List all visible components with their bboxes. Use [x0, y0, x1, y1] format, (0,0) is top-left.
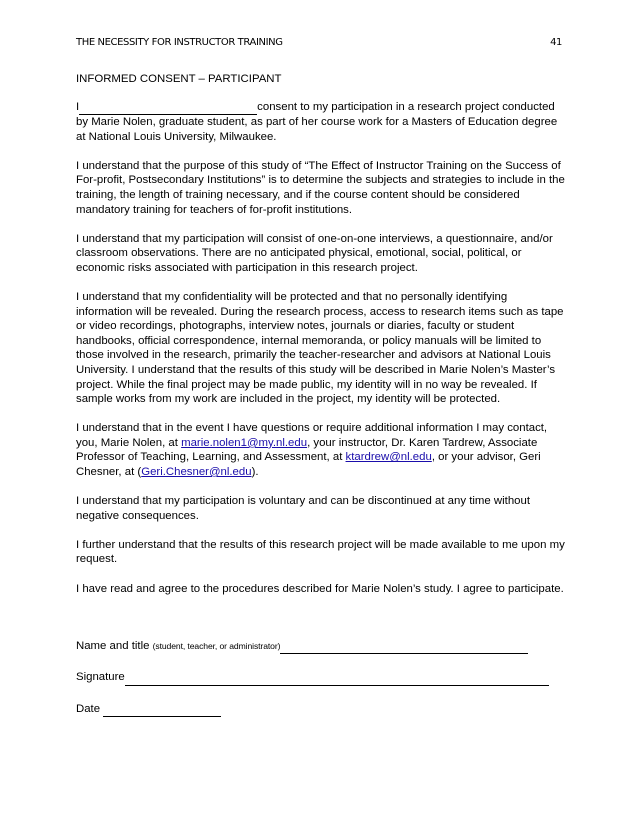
signature-label: Signature [76, 671, 125, 684]
name-title-hint: (student, teacher, or administrator) [152, 640, 281, 651]
voluntary-paragraph: I understand that my participation is voluntary and can be discontinued at any time without negative consequences. [76, 495, 530, 522]
date-label: Date [76, 702, 104, 715]
contact-text-1: I understand that in the event I have questions or require additional information I may contact, you, Marie Nolen, at [76, 422, 548, 449]
email-link-geri[interactable]: Geri.Chesner@nl.edu [141, 466, 252, 479]
contact-text-3: , or your advisor, Geri Chesner, at ( [76, 451, 541, 479]
name-title-line [76, 639, 566, 655]
name-title-label: Name and title [76, 639, 153, 652]
running-title: THE NECESSITY FOR INSTRUCTOR TRAINING [76, 37, 283, 48]
signature-gap-1 [76, 654, 566, 670]
consent-start: I [76, 100, 80, 113]
running-header [76, 37, 562, 48]
results-paragraph: I further understand that the results of this research project will be made available to me upon my request. [76, 538, 565, 566]
email-link-ktardrew[interactable]: ktardrew@nl.edu [345, 451, 432, 464]
contact-text-2: , your instructor, Dr. Karen Tardrew, Associate Professor of Teaching, Learning, and Assessment, at [76, 436, 538, 464]
signature-line [76, 670, 566, 686]
participant-name-blank[interactable] [79, 100, 257, 116]
signature-gap-2 [76, 686, 566, 702]
email-link-marie[interactable]: marie.nolen1@my.nl.edu [181, 436, 308, 449]
form-heading: INFORMED CONSENT – PARTICIPANT [76, 73, 282, 85]
signature-blank[interactable] [125, 670, 549, 686]
participation-paragraph: I understand that my participation will consist of one-on-one interviews, a questionnaire, and/or classroom observations. There are no anticipated physical, emotional, social, political, or economic risks associated with participation in this research project. [76, 232, 553, 274]
confidentiality-paragraph: I understand that my confidentiality will be protected and that no personally identifying information will be revealed. During the research process, access to research items such as tape or video recordings, photographs, interview notes, journals or diaries, faculty or student handbooks, official correspondence, internal memoranda, or policy manuals will be limited to those involved in the research, primarily the teacher-researcher and advisors at National Louis University. I understand that the results of this study will be described in Marie Nolen’s Master’s project. While the final project may be made public, my identity will in no way be revealed. If sample works from my work are included in the project, my identity will be protected. [76, 291, 564, 406]
consent-form-body [76, 72, 566, 717]
contact-paragraph [76, 421, 566, 479]
date-blank[interactable] [103, 702, 221, 718]
date-line [76, 702, 566, 718]
purpose-paragraph: I understand that the purpose of this study of “The Effect of Instructor Training on the Success of For-profit, Postsecondary Institutions” is to determine the subjects and strategies to include in the training, the length of training necessary, and if the course content should be considered mandatory training for teachers of for-profit institutions. [76, 159, 565, 216]
page-number: 41 [550, 37, 562, 48]
contact-text-4: ). [251, 466, 259, 479]
name-title-blank[interactable] [280, 639, 528, 655]
signature-spacer [76, 611, 566, 639]
agreement-paragraph: I have read and agree to the procedures described for Marie Nolen’s study. I agree to participate. [76, 582, 564, 595]
consent-statement [76, 100, 566, 145]
consent-text: consent to my participation in a research project conducted by Marie Nolen, graduate student, as part of her course work for a Masters of Education degree at National Louis University, Milwaukee. [76, 100, 558, 143]
